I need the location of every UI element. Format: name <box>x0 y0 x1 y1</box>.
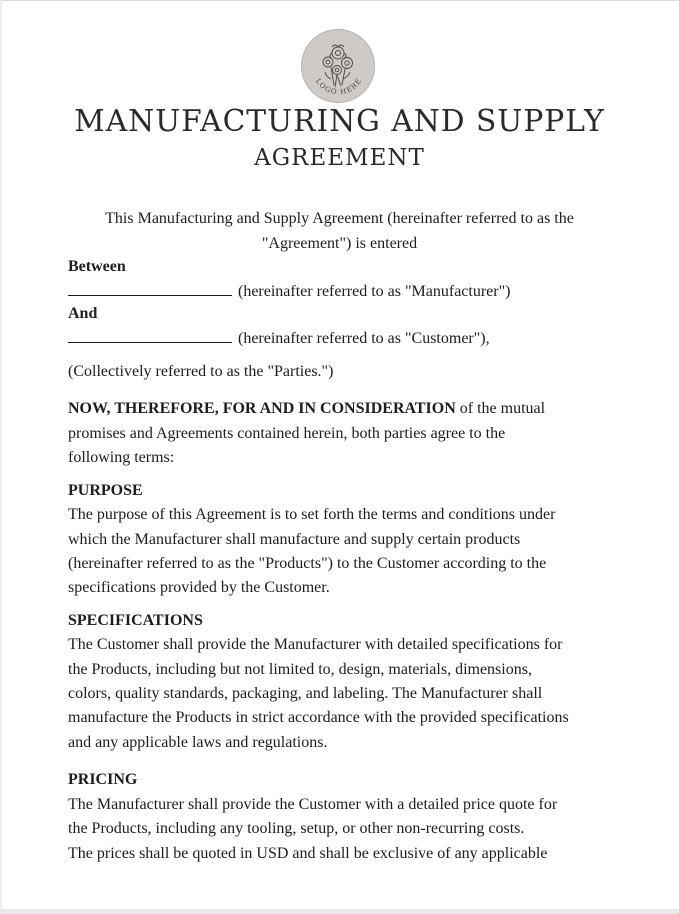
specifications-line: The Customer shall provide the Manufacturer with detailed specifications for <box>68 636 563 653</box>
purpose-line: which the Manufacturer shall manufacture and supply certain products <box>68 531 521 548</box>
section-heading-specifications: SPECIFICATIONS <box>68 612 203 629</box>
document-subtitle: AGREEMENT <box>254 145 425 171</box>
collectively-text: (Collectively referred to as the "Parties.") <box>68 363 334 380</box>
specifications-line: the Products, including but not limited to, design, materials, dimensions, <box>68 661 532 678</box>
manufacturer-line <box>68 280 510 304</box>
pricing-line: The Manufacturer shall provide the Customer with a detailed price quote for <box>68 796 558 813</box>
document-title: MANUFACTURING AND SUPPLY <box>74 104 605 139</box>
consideration-line-2: promises and Agreements contained herein, both parties agree to the <box>68 425 506 442</box>
intro-line-1: This Manufacturing and Supply Agreement (hereinafter referred to as the <box>105 210 574 227</box>
manufacturer-blank-field[interactable] <box>68 294 232 296</box>
consideration-line-3: following terms: <box>68 449 175 466</box>
specifications-line: manufacture the Products in strict accordance with the provided specifications <box>68 709 569 726</box>
intro-line-2: "Agreement") is entered <box>261 235 418 252</box>
page-bottom-edge <box>0 909 679 914</box>
logo-text-arc <box>301 29 375 103</box>
specifications-line: colors, quality standards, packaging, and labeling. The Manufacturer shall <box>68 685 543 702</box>
pricing-line: the Products, including any tooling, setup, or other non-recurring costs. <box>68 820 525 837</box>
section-heading-pricing: PRICING <box>68 771 138 788</box>
page-top-edge <box>0 0 679 1</box>
customer-line <box>68 327 490 351</box>
page-left-edge <box>0 0 2 914</box>
customer-blank-field[interactable] <box>68 341 232 343</box>
purpose-line: The purpose of this Agreement is to set forth the terms and conditions under <box>68 506 556 523</box>
and-label: And <box>68 305 98 322</box>
section-heading-purpose: PURPOSE <box>68 482 143 499</box>
specifications-line: and any applicable laws and regulations. <box>68 734 328 751</box>
purpose-line: specifications provided by the Customer. <box>68 579 330 596</box>
consideration-bold: NOW, THEREFORE, FOR AND IN CONSIDERATION <box>68 400 456 417</box>
svg-text:LOGO HERE <box>314 77 364 97</box>
consideration-rest: of the mutual <box>455 400 546 417</box>
between-label: Between <box>68 258 126 275</box>
customer-text: (hereinafter referred to as "Customer"), <box>238 330 490 347</box>
pricing-line: The prices shall be quoted in USD and shall be exclusive of any applicable <box>68 845 548 862</box>
consideration-line-1 <box>68 397 545 421</box>
purpose-line: (hereinafter referred to as the "Products") to the Customer according to the <box>68 555 547 572</box>
logo-text: LOGO HERE <box>313 76 364 97</box>
manufacturer-text: (hereinafter referred to as "Manufacturer") <box>238 283 511 300</box>
logo-placeholder <box>301 29 375 103</box>
